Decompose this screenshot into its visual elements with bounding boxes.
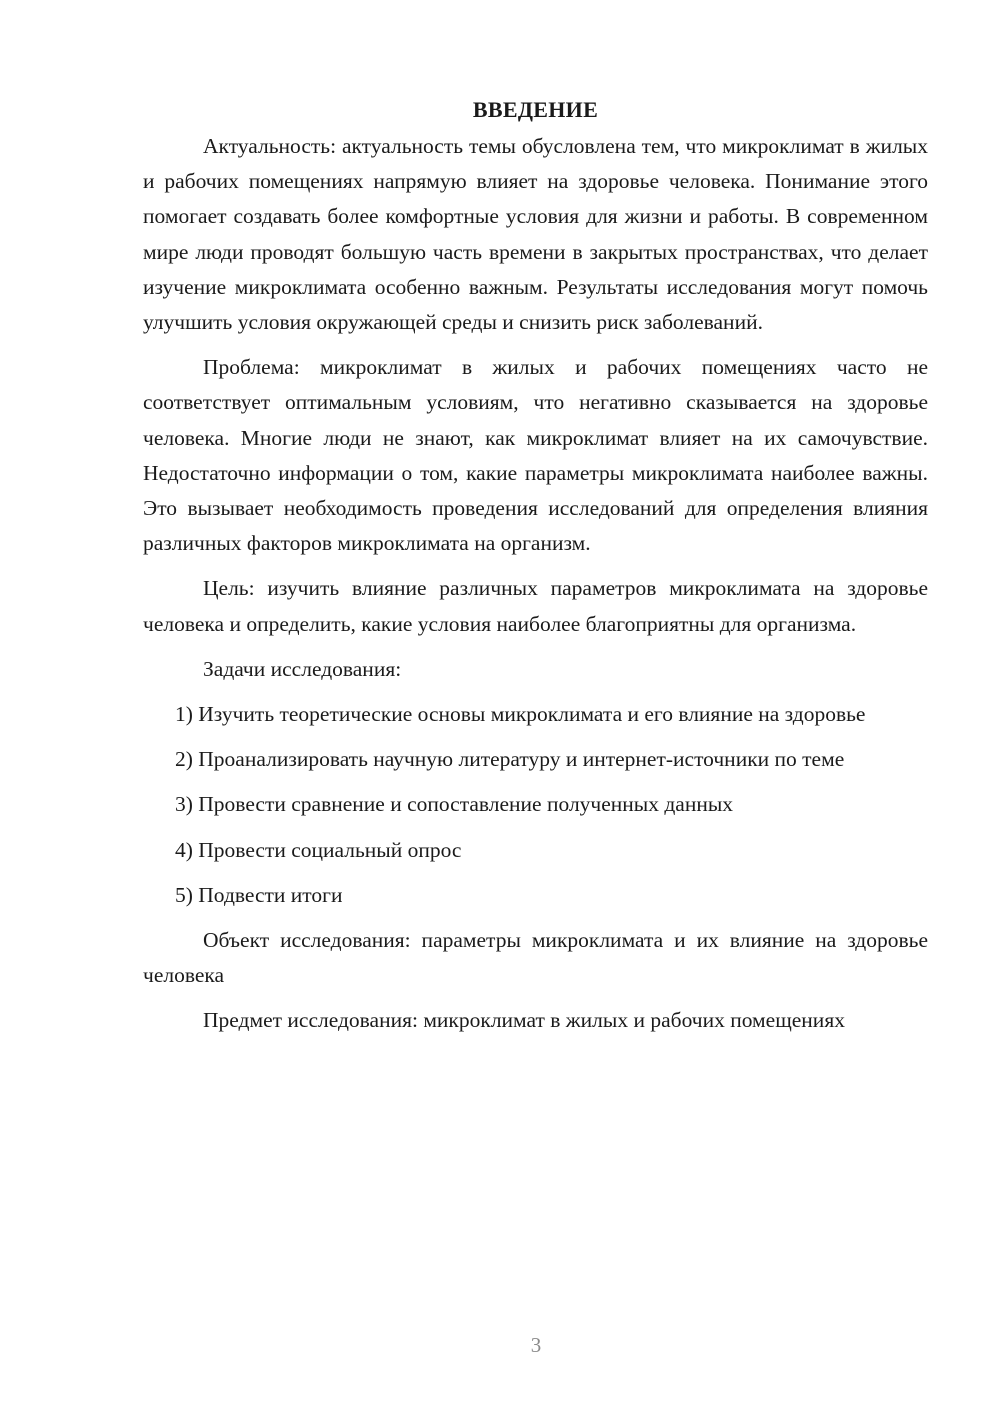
document-page (143, 92, 928, 1049)
paragraph-subject: Предмет исследования: микроклимат в жилых и рабочих помещениях (203, 1008, 845, 1033)
task-item: 5) Подвести итоги (175, 882, 343, 907)
task-item: 4) Провести социальный опрос (175, 837, 462, 862)
paragraph-object: Объект исследования: параметры микроклимата и их влияние на здоровье человека (143, 928, 928, 988)
paragraph-relevance: Актуальность: актуальность темы обусловлена тем, что микроклимат в жилых и рабочих помещениях напрямую влияет на здоровье человека. Понимание этого помогает создавать более комфортные условия для жизни и работы. В современном мире люди проводят большую часть времени в закрытых пространствах, что делает изучение микроклимата особенно важным. Результаты исследования могут помочь улучшить условия окружающей среды и снизить риск заболеваний. (143, 134, 928, 335)
page-number: 3 (530, 1333, 542, 1357)
paragraph-goal: Цель: изучить влияние различных параметров микроклимата на здоровье человека и определить, какие условия наиболее благоприятны для организма. (143, 576, 928, 636)
task-item: 1) Изучить теоретические основы микроклимата и его влияние на здоровье (175, 702, 866, 727)
section-title: ВВЕДЕНИЕ (472, 97, 599, 122)
task-item: 3) Провести сравнение и сопоставление полученных данных (175, 792, 734, 817)
paragraph-problem: Проблема: микроклимат в жилых и рабочих помещениях часто не соответствует оптимальным условиям, что негативно сказывается на здоровье человека. Многие люди не знают, как микроклимат влияет на их самочувствие. Недостаточно информации о том, какие параметры микроклимата наиболее важны. Это вызывает необходимость проведения исследований для определения влияния различных факторов микроклимата на организм. (143, 355, 928, 556)
task-item: 2) Проанализировать научную литературу и интернет-источники по теме (175, 747, 845, 772)
tasks-heading: Задачи исследования: (203, 656, 402, 681)
